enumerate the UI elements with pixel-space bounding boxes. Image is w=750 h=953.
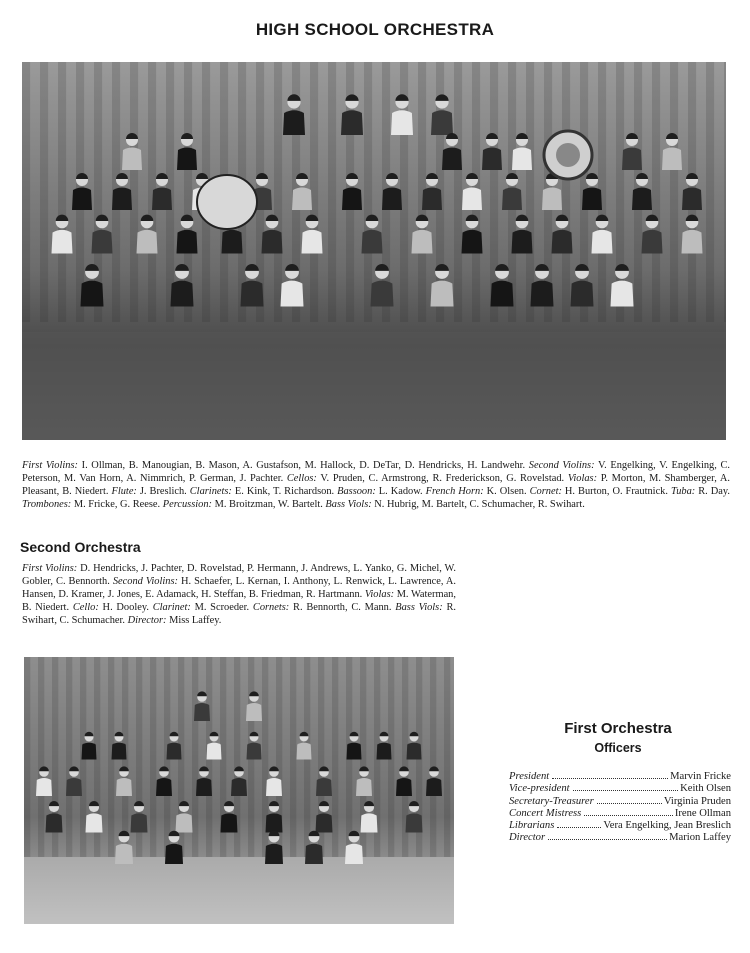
second-orchestra-role: Violas: [364, 589, 395, 601]
officer-role: Director [509, 832, 546, 844]
first-orchestra-names: K. Olsen. [483, 486, 530, 497]
second-orchestra-role: Bass Viols: [395, 602, 443, 614]
first-orchestra-caption [22, 459, 730, 511]
first-orchestra-role: French Horn: [425, 486, 484, 497]
officer-row [509, 820, 731, 832]
officer-name: Virginia Pruden [663, 795, 731, 807]
first-orchestra-names: M. Fricke, G. Reese. [71, 499, 163, 510]
second-orchestra-names: M. Scroeder. [190, 602, 253, 614]
first-orchestra-names: J. Breslich. [136, 486, 190, 497]
page-title: HIGH SCHOOL ORCHESTRA [255, 20, 495, 39]
officer-row [509, 796, 731, 808]
officer-row [509, 771, 731, 783]
officer-name: Vera Engelking, Jean Breslich [603, 820, 731, 832]
first-orchestra-names: H. Burton, O. Frautnick. [561, 486, 671, 497]
second-orchestra-names: H. Dooley. [98, 602, 153, 614]
officer-role: President [509, 771, 550, 782]
first-orchestra-photo [22, 62, 726, 440]
first-orchestra-role: Trombones: [22, 499, 72, 510]
second-orchestra-role: Clarinet: [152, 602, 191, 614]
leader-dots [552, 778, 668, 779]
second-orchestra-names: D. Hendricks, J. Pachter, D. Rovelstad, P. Hermann, J. Andrews, L. Yanko, G. Michel, W. Gobler, C. Bennorth. [22, 563, 457, 588]
first-orchestra-names: N. Hubrig, M. Bartelt, C. Schumacher, R. Swihart. [371, 499, 585, 510]
first-orchestra-role: Cornet: [529, 486, 562, 497]
leader-dots [557, 827, 601, 828]
second-orchestra-role: First Violins: [22, 563, 78, 574]
first-orchestra-names: L. Kadow. [375, 486, 426, 497]
first-orchestra-names: V. Engelking, V. Engelking, C. Peterson, M. Van Horn, A. Nimmrich, P. German, J. Pachter. [22, 460, 731, 484]
first-orchestra-role: Violas: [567, 473, 598, 484]
leader-dots [584, 815, 673, 816]
first-orchestra-role: Percussion: [162, 499, 212, 510]
second-orchestra-names: R. Bennorth, C. Mann. [289, 602, 396, 614]
officers-subtitle: Officers [594, 741, 642, 755]
second-orchestra-names: Miss Laffey. [166, 615, 222, 627]
officer-name: Keith Olsen [680, 783, 731, 795]
leader-dots [573, 790, 679, 791]
officer-role: Vice-president [509, 783, 570, 795]
second-orchestra-photo [24, 657, 454, 924]
officer-name: Marvin Fricke [670, 771, 731, 782]
first-orchestra-role: First Violins: [22, 460, 78, 471]
second-orchestra-names: R. Swihart, C. Schumacher. [22, 602, 456, 627]
second-orchestra-role: Cello: [72, 602, 99, 614]
first-orchestra-names: M. Broitzman, W. Bartelt. [212, 499, 326, 510]
officer-name: Irene Ollman [674, 807, 731, 819]
officer-row [509, 783, 731, 795]
leader-dots [548, 839, 667, 840]
second-orchestra-role: Second Violins: [112, 576, 178, 588]
leader-dots [597, 803, 662, 804]
officer-name: Marion Laffey [669, 832, 731, 844]
first-orchestra-role: Clarinets: [189, 486, 232, 497]
second-orchestra-caption [22, 562, 456, 627]
first-orchestra-role: Cellos: [286, 473, 317, 484]
first-orchestra-names: V. Pruden, C. Armstrong, R. Frederickson, G. Rovelstad. [316, 473, 568, 484]
officer-row [509, 832, 731, 844]
officer-role: Concert Mistress [509, 807, 582, 819]
second-orchestra-names: M. Waterman, B. Niedert. [22, 589, 456, 614]
first-orchestra-names: P. Morton, M. Shamberger, A. Pleasant, B. Niedert. [22, 473, 731, 497]
officer-role: Librarians [509, 820, 555, 832]
first-orchestra-names: I. Ollman, B. Manougian, B. Mason, A. Gustafson, M. Hallock, D. DeTar, D. Hendricks, H. Landwehr. [77, 460, 529, 471]
first-orchestra-role: Second Violins: [528, 460, 595, 471]
officer-role: Secretary-Treasurer [509, 795, 594, 807]
officer-row [509, 808, 731, 820]
officers-list [509, 771, 731, 845]
first-orchestra-role: Flute: [111, 486, 137, 497]
second-orchestra-role: Director: [127, 615, 167, 627]
officers-title: First Orchestra [564, 720, 672, 737]
second-orchestra-heading: Second Orchestra [20, 539, 141, 555]
second-orchestra-role: Cornets: [252, 602, 290, 614]
first-orchestra-names: E. Kink, T. Richardson. [231, 486, 338, 497]
first-orchestra-names: R. Day. [695, 486, 730, 497]
second-orchestra-names: H. Schaefer, L. Kernan, I. Anthony, L. Renwick, L. Lawrence, A. Hansen, D. Kramer, J. Jones, E. Adamack, H. Steffan, B. Friedman, R. Hartmann. [22, 576, 457, 601]
first-orchestra-role: Bass Viols: [325, 499, 372, 510]
first-orchestra-role: Tuba: [670, 486, 696, 497]
first-orchestra-role: Bassoon: [337, 486, 376, 497]
